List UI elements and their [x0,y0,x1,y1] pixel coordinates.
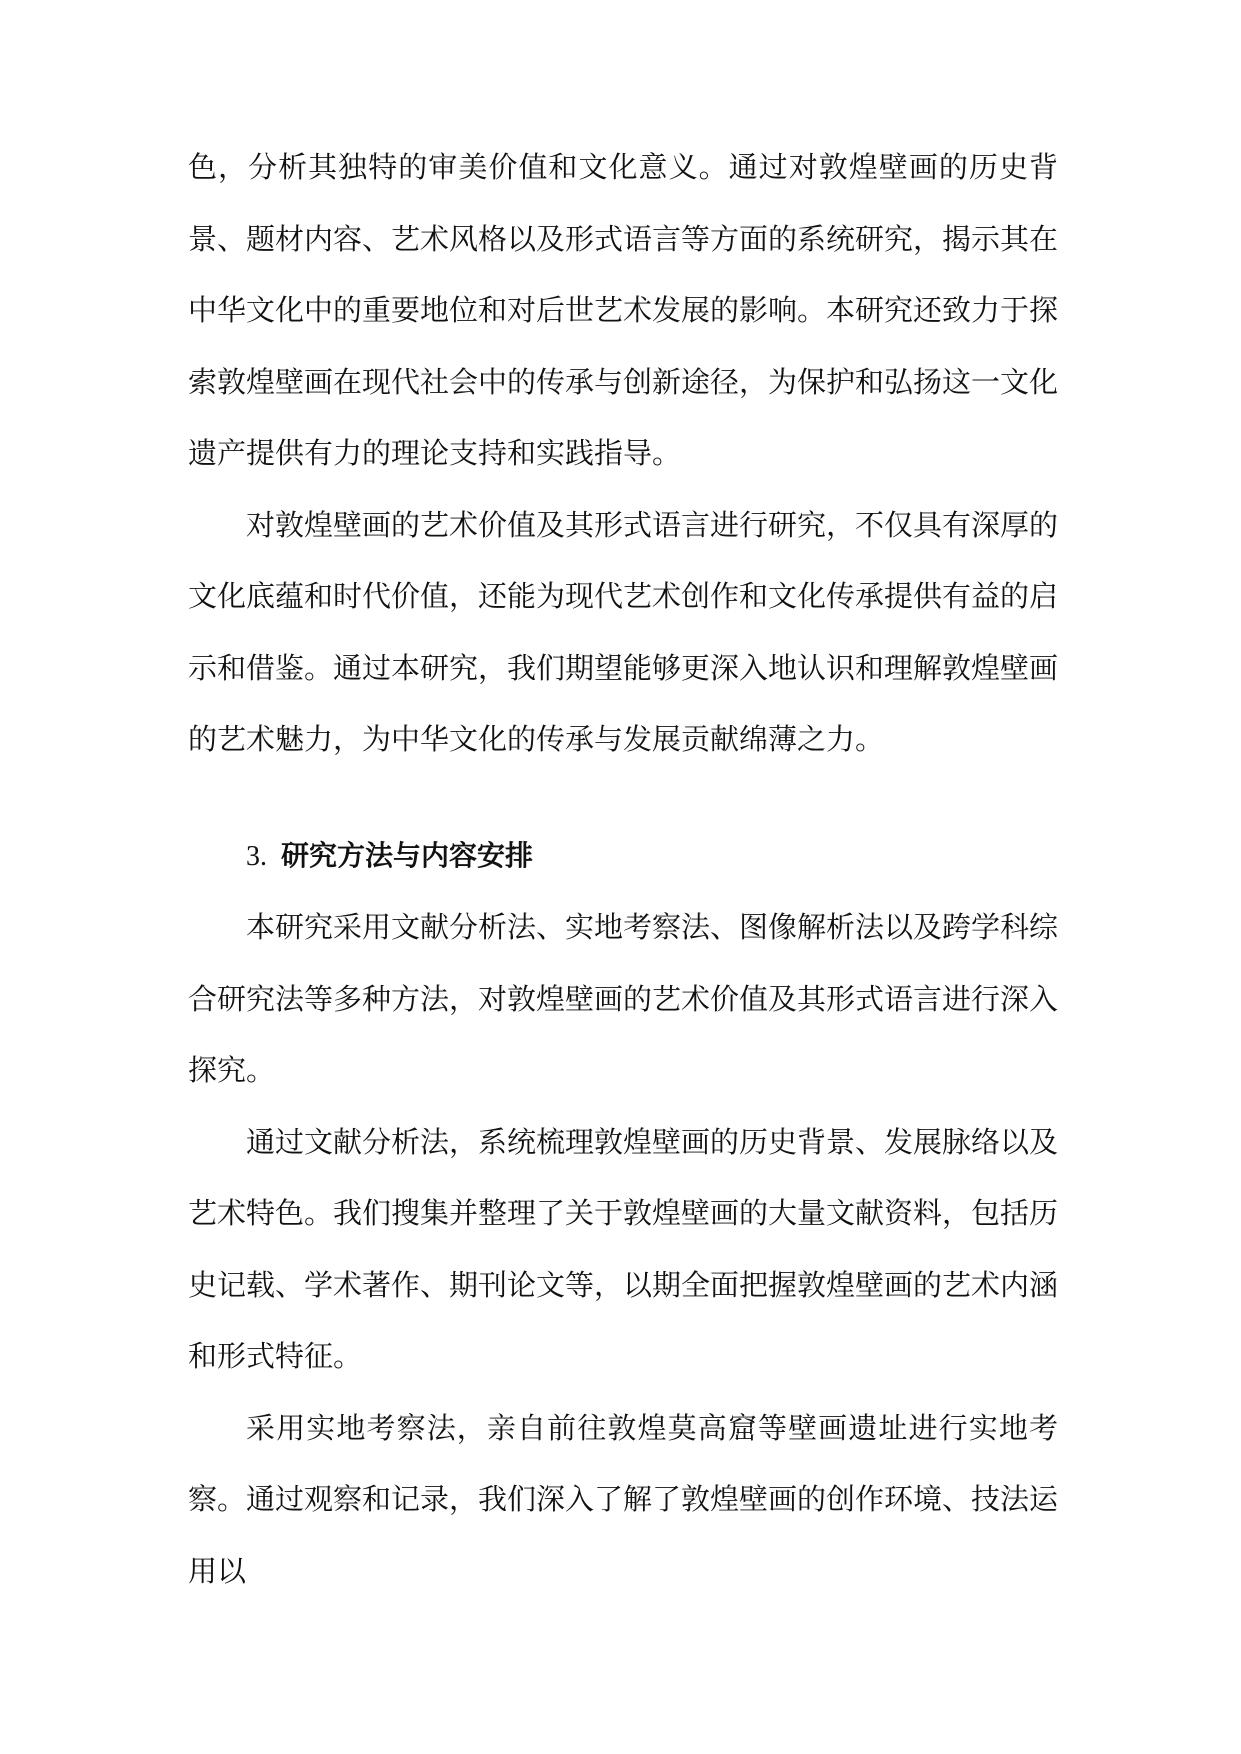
paragraph-research-significance: 对敦煌壁画的艺术价值及其形式语言进行研究，不仅具有深厚的文化底蕴和时代价值，还能为现代艺术创作和文化传承提供有益的启示和借鉴。通过本研究，我们期望能够更深入地认识和理解敦煌壁画的艺术魅力，为中华文化的传承与发展贡献绵薄之力。 [188,507,1059,756]
paragraph-continuation: 色，分析其独特的审美价值和文化意义。通过对敦煌壁画的历史背景、题材内容、艺术风格以及形式语言等方面的系统研究，揭示其在中华文化中的重要地位和对后世艺术发展的影响。本研究还致力于探索敦煌壁画在现代社会中的传承与创新途径，为保护和弘扬这一文化遗产提供有力的理论支持和实践指导。 [188,150,1059,470]
section-heading [188,820,1058,893]
document-body [188,132,1058,1607]
paragraph-methods-overview: 本研究采用文献分析法、实地考察法、图像解析法以及跨学科综合研究法等多种方法，对敦煌壁画的艺术价值及其形式语言进行深入探究。 [188,910,1059,1087]
section-number: 3. [246,840,267,872]
paragraph-field-investigation: 采用实地考察法，亲自前往敦煌莫高窟等壁画遗址进行实地考察。通过观察和记录，我们深入了解了敦煌壁画的创作环境、技法运用以 [188,1410,1059,1588]
paragraph-literature-analysis: 通过文献分析法，系统梳理敦煌壁画的历史背景、发展脉络以及艺术特色。我们搜集并整理了关于敦煌壁画的大量文献资料，包括历史记载、学术著作、期刊论文等，以期全面把握敦煌壁画的艺术内涵和形式特征。 [188,1124,1059,1373]
section-title: 研究方法与内容安排 [281,838,534,872]
